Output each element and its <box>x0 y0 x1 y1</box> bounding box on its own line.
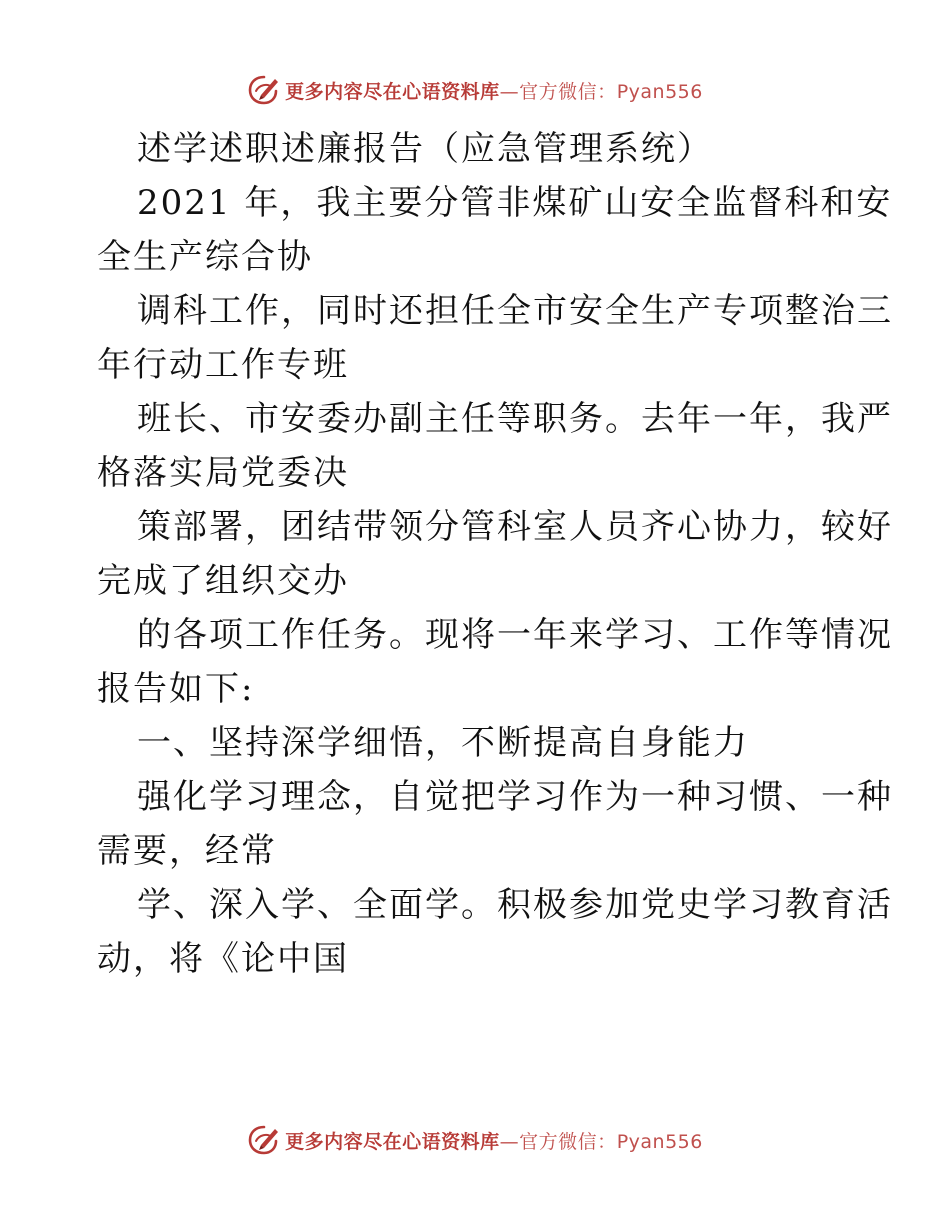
document-body <box>97 122 893 986</box>
document-line: 全生产综合协 <box>97 237 313 277</box>
banner-wechat-id: Pyan556 <box>616 80 703 103</box>
banner-main-text: 更多内容尽在心语资料库 <box>285 1130 500 1153</box>
document-line: 班长、市安委办副主任等职务。去年一年，我严 <box>137 399 893 439</box>
pen-swirl-logo-icon <box>247 73 281 107</box>
document-line: 一、坚持深学细悟，不断提高自身能力 <box>137 723 749 763</box>
pen-swirl-logo-icon <box>247 1123 281 1157</box>
document-line: 格落实局党委决 <box>97 453 349 493</box>
banner-main-text: 更多内容尽在心语资料库 <box>285 80 500 103</box>
document-line: 2021 年，我主要分管非煤矿山安全监督科和安 <box>137 183 893 223</box>
document-line: 调科工作，同时还担任全市安全生产专项整治三 <box>137 291 893 331</box>
document-line: 完成了组织交办 <box>97 561 349 601</box>
banner-text <box>285 77 703 104</box>
document-line: 强化学习理念，自觉把学习作为一种习惯、一种 <box>137 777 893 817</box>
document-line: 述学述职述廉报告（应急管理系统） <box>137 129 713 169</box>
document-line: 的各项工作任务。现将一年来学习、工作等情况 <box>137 615 893 655</box>
banner-dash: — <box>499 1130 520 1153</box>
document-line: 报告如下: <box>97 669 255 709</box>
banner-text <box>285 1127 703 1154</box>
footer-banner <box>0 1120 950 1160</box>
banner-wechat-label: 官方微信： <box>519 1130 617 1153</box>
banner-dash: — <box>499 80 520 103</box>
document-line: 策部署，团结带领分管科室人员齐心协力，较好 <box>137 507 893 547</box>
header-banner <box>0 70 950 110</box>
document-line: 需要，经常 <box>97 831 277 871</box>
document-line: 动，将《论中国 <box>97 939 349 979</box>
document-line: 学、深入学、全面学。积极参加党史学习教育活 <box>137 885 893 925</box>
banner-wechat-label: 官方微信： <box>519 80 617 103</box>
banner-wechat-id: Pyan556 <box>616 1130 703 1153</box>
document-line: 年行动工作专班 <box>97 345 349 385</box>
